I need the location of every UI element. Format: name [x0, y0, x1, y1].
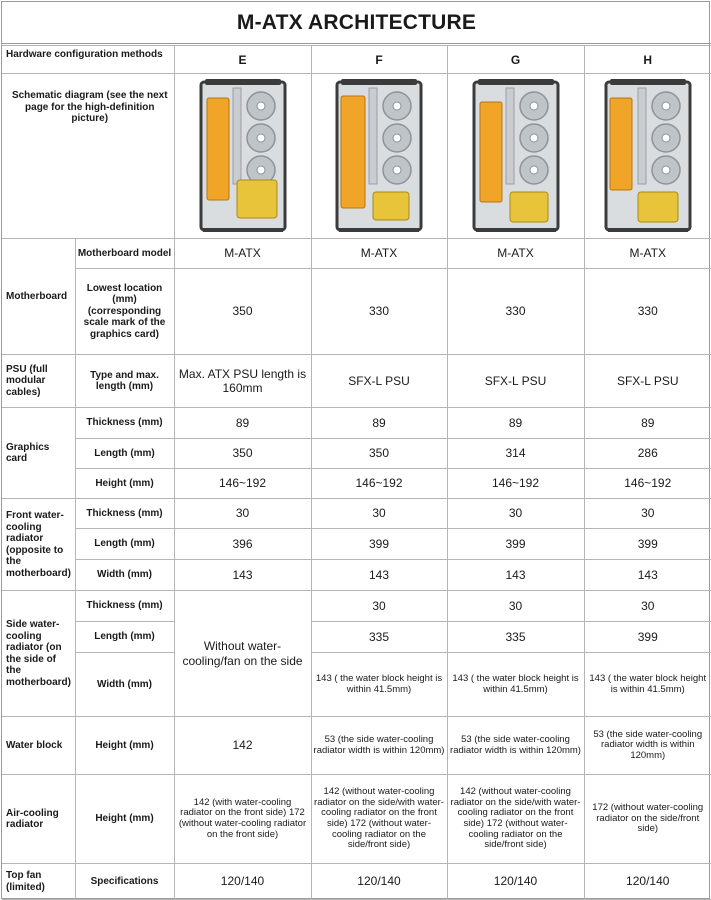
motherboard-tray — [506, 88, 514, 184]
front-radiator-category: Front water-cooling radiator (opposite to the motherboard) — [2, 499, 75, 591]
fan-hub-icon — [257, 134, 265, 142]
side-radiator-category: Side water-cooling radiator (on the side of the motherboard) — [2, 591, 75, 717]
psu-row — [2, 355, 711, 408]
psu-icon — [373, 192, 409, 220]
case-top-handle — [478, 79, 554, 85]
air-cooling-row — [2, 775, 711, 864]
gpu-thickness-row — [2, 408, 711, 439]
case-diagram-g — [466, 76, 566, 236]
air-cooling-f: 142 (without water-cooling radiator on the side/with water-cooling radiator on the front side) 172 (without water-cooling radiator on the side/front side) — [311, 775, 447, 864]
psu-icon — [510, 192, 548, 222]
psu-e: Max. ATX PSU length is 160mm — [174, 355, 311, 408]
gpu-thickness-f: 89 — [311, 408, 447, 439]
column-header-f: F — [311, 46, 447, 74]
fan-hub-icon — [530, 102, 538, 110]
fan-hub-icon — [662, 166, 670, 174]
motherboard-model-h: M-ATX — [584, 239, 711, 269]
air-cooling-h: 172 (without water-cooling radiator on the side/front side) — [584, 775, 711, 864]
gpu-length-e: 350 — [174, 439, 311, 469]
case-base — [203, 228, 283, 232]
spec-sheet — [1, 1, 710, 899]
gpu-category: Graphics card — [2, 408, 75, 499]
motherboard-lowest-g: 330 — [447, 269, 584, 355]
water-block-g: 53 (the side water-cooling radiator width is within 120mm) — [447, 717, 584, 775]
water-block-row — [2, 717, 711, 775]
side-radiator-width-g: 143 ( the water block height is within 41.5mm) — [447, 653, 584, 717]
front-radiator-length-label: Length (mm) — [75, 529, 174, 560]
schematic-h — [584, 74, 711, 239]
case-diagram-e — [193, 76, 293, 236]
water-block-f: 53 (the side water-cooling radiator width is within 120mm) — [311, 717, 447, 775]
gpu-length-g: 314 — [447, 439, 584, 469]
gpu-thickness-e: 89 — [174, 408, 311, 439]
schematic-row — [2, 74, 711, 239]
fan-hub-icon — [257, 102, 265, 110]
schematic-label: Schematic diagram (see the next page for the high-definition picture) — [2, 74, 174, 239]
motherboard-lowest-e: 350 — [174, 269, 311, 355]
fan-hub-icon — [662, 102, 670, 110]
top-fan-label: Specifications — [75, 864, 174, 900]
gpu-thickness-h: 89 — [584, 408, 711, 439]
front-radiator-thickness-e: 30 — [174, 499, 311, 529]
side-radiator-thickness-row — [2, 591, 711, 622]
fan-hub-icon — [393, 166, 401, 174]
water-block-label: Height (mm) — [75, 717, 174, 775]
front-radiator-thickness-label: Thickness (mm) — [75, 499, 174, 529]
case-base — [339, 228, 419, 232]
side-radiator-width-f: 143 ( the water block height is within 41.5mm) — [311, 653, 447, 717]
graphics-card-icon — [480, 102, 502, 202]
side-radiator-length-g: 335 — [447, 622, 584, 653]
graphics-card-icon — [207, 98, 229, 200]
front-radiator-length-g: 399 — [447, 529, 584, 560]
motherboard-model-f: M-ATX — [311, 239, 447, 269]
motherboard-category: Motherboard — [2, 239, 75, 355]
motherboard-tray — [638, 88, 646, 184]
psu-g: SFX-L PSU — [447, 355, 584, 408]
side-radiator-width-h: 143 ( the water block height is within 41.5mm) — [584, 653, 711, 717]
schematic-e — [174, 74, 311, 239]
gpu-thickness-label: Thickness (mm) — [75, 408, 174, 439]
side-radiator-thickness-f: 30 — [311, 591, 447, 622]
spec-table — [2, 45, 711, 900]
schematic-f — [311, 74, 447, 239]
air-cooling-g: 142 (without water-cooling radiator on the side/with water-cooling radiator on the front side) 172 (without water-cooling radiator on the side/front side) — [447, 775, 584, 864]
table-header-row — [2, 46, 711, 74]
front-radiator-thickness-g: 30 — [447, 499, 584, 529]
side-radiator-thickness-h: 30 — [584, 591, 711, 622]
fan-hub-icon — [662, 134, 670, 142]
motherboard-lowest-h: 330 — [584, 269, 711, 355]
side-radiator-width-row — [2, 653, 711, 717]
side-radiator-length-h: 399 — [584, 622, 711, 653]
side-radiator-thickness-g: 30 — [447, 591, 584, 622]
front-radiator-length-e: 396 — [174, 529, 311, 560]
gpu-thickness-g: 89 — [447, 408, 584, 439]
gpu-height-h: 146~192 — [584, 469, 711, 499]
schematic-g — [447, 74, 584, 239]
gpu-height-row — [2, 469, 711, 499]
side-radiator-length-row — [2, 622, 711, 653]
gpu-length-label: Length (mm) — [75, 439, 174, 469]
psu-icon — [237, 180, 277, 218]
case-diagram-f — [329, 76, 429, 236]
page-title: M-ATX ARCHITECTURE — [2, 2, 711, 44]
fan-hub-icon — [257, 166, 265, 174]
graphics-card-icon — [341, 96, 365, 208]
motherboard-tray — [369, 88, 377, 184]
side-radiator-width-label: Width (mm) — [75, 653, 174, 717]
air-cooling-category: Air-cooling radiator — [2, 775, 75, 864]
motherboard-model-e: M-ATX — [174, 239, 311, 269]
gpu-height-f: 146~192 — [311, 469, 447, 499]
top-fan-f: 120/140 — [311, 864, 447, 900]
motherboard-model-g: M-ATX — [447, 239, 584, 269]
psu-category: PSU (full modular cables) — [2, 355, 75, 408]
gpu-height-e: 146~192 — [174, 469, 311, 499]
front-radiator-thickness-h: 30 — [584, 499, 711, 529]
fan-hub-icon — [530, 134, 538, 142]
front-radiator-width-g: 143 — [447, 560, 584, 591]
config-method-label: Hardware configuration methods — [2, 46, 174, 74]
water-block-h: 53 (the side water-cooling radiator width is within 120mm) — [584, 717, 711, 775]
water-block-e: 142 — [174, 717, 311, 775]
case-top-handle — [205, 79, 281, 85]
graphics-card-icon — [610, 98, 632, 190]
motherboard-model-row — [2, 239, 711, 269]
front-radiator-width-e: 143 — [174, 560, 311, 591]
column-header-h: H — [584, 46, 711, 74]
side-radiator-thickness-label: Thickness (mm) — [75, 591, 174, 622]
front-radiator-length-h: 399 — [584, 529, 711, 560]
fan-hub-icon — [393, 134, 401, 142]
psu-h: SFX-L PSU — [584, 355, 711, 408]
fan-hub-icon — [530, 166, 538, 174]
front-radiator-width-h: 143 — [584, 560, 711, 591]
top-fan-category: Top fan (limited) — [2, 864, 75, 900]
gpu-length-row — [2, 439, 711, 469]
motherboard-tray — [233, 88, 241, 184]
gpu-height-g: 146~192 — [447, 469, 584, 499]
top-fan-g: 120/140 — [447, 864, 584, 900]
front-radiator-length-row — [2, 529, 711, 560]
psu-icon — [638, 192, 678, 222]
column-header-e: E — [174, 46, 311, 74]
front-radiator-thickness-row — [2, 499, 711, 529]
case-diagram-h — [598, 76, 698, 236]
motherboard-model-label: Motherboard model — [75, 239, 174, 269]
gpu-length-f: 350 — [311, 439, 447, 469]
top-fan-e: 120/140 — [174, 864, 311, 900]
gpu-height-label: Height (mm) — [75, 469, 174, 499]
front-radiator-width-f: 143 — [311, 560, 447, 591]
psu-f: SFX-L PSU — [311, 355, 447, 408]
water-block-category: Water block — [2, 717, 75, 775]
gpu-length-h: 286 — [584, 439, 711, 469]
psu-label: Type and max. length (mm) — [75, 355, 174, 408]
case-top-handle — [341, 79, 417, 85]
front-radiator-width-label: Width (mm) — [75, 560, 174, 591]
side-radiator-e: Without water-cooling/fan on the side — [174, 591, 311, 717]
fan-hub-icon — [393, 102, 401, 110]
front-radiator-length-f: 399 — [311, 529, 447, 560]
case-base — [608, 228, 688, 232]
motherboard-lowest-f: 330 — [311, 269, 447, 355]
motherboard-lowest-row — [2, 269, 711, 355]
top-fan-row — [2, 864, 711, 900]
air-cooling-label: Height (mm) — [75, 775, 174, 864]
case-top-handle — [610, 79, 686, 85]
side-radiator-length-label: Length (mm) — [75, 622, 174, 653]
side-radiator-length-f: 335 — [311, 622, 447, 653]
air-cooling-e: 142 (with water-cooling radiator on the front side) 172 (without water-cooling radiator on the front side) — [174, 775, 311, 864]
front-radiator-width-row — [2, 560, 711, 591]
top-fan-h: 120/140 — [584, 864, 711, 900]
front-radiator-thickness-f: 30 — [311, 499, 447, 529]
case-base — [476, 228, 556, 232]
motherboard-lowest-label: Lowest location (mm) (corresponding scale mark of the graphics card) — [75, 269, 174, 355]
column-header-g: G — [447, 46, 584, 74]
